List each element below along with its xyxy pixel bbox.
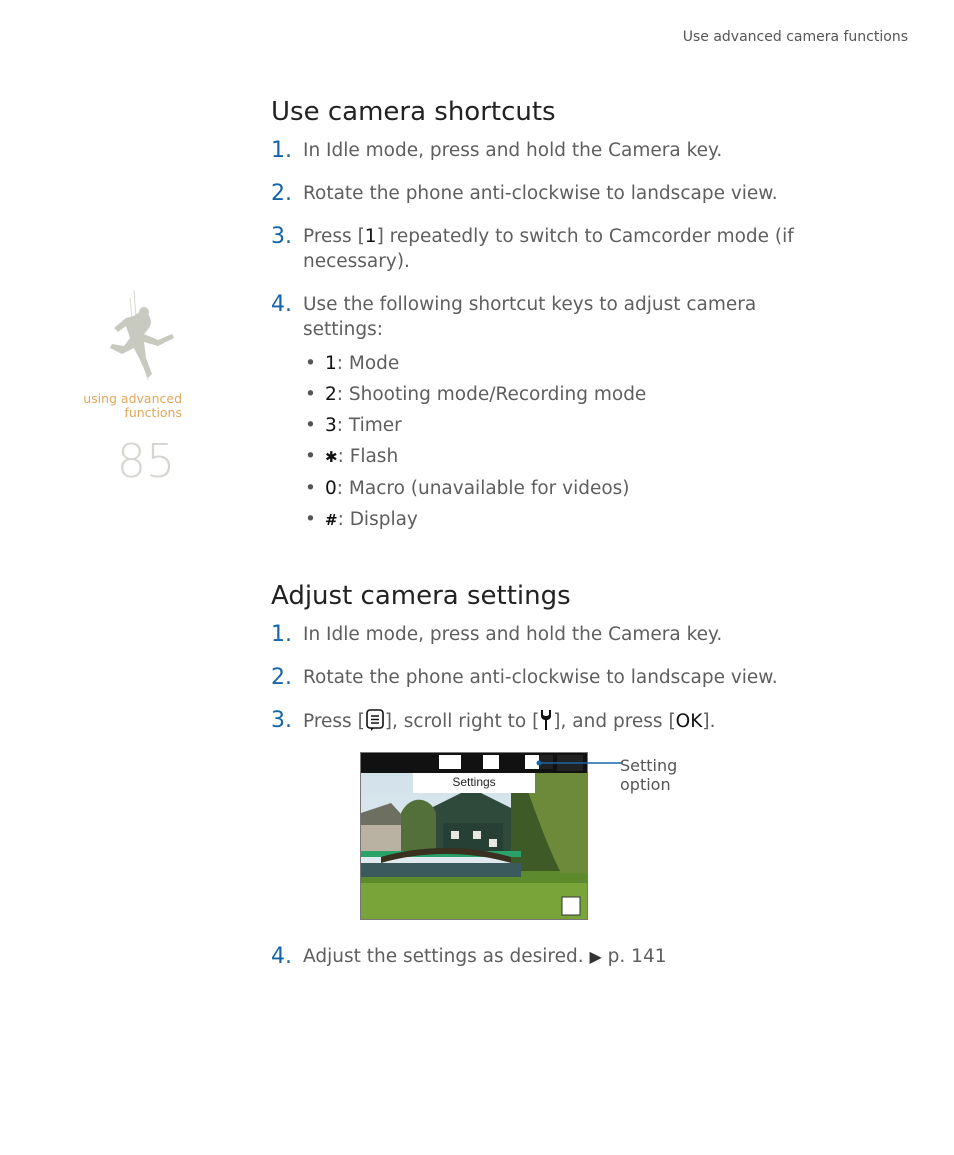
step-3 [271,224,831,274]
step-number: 1. [271,138,292,163]
step-text: ], and press [ [553,711,676,732]
wrench-icon [539,708,553,732]
step-number: 4. [271,292,292,317]
shortcut-label: : Mode [336,353,400,374]
step-4 [271,944,831,969]
leaping-figure-icon [100,288,180,384]
arrow-right-icon: ▶ [589,947,602,966]
step-number: 2. [271,181,292,206]
step-text: Press [ [303,226,365,247]
callout-line1: Setting [620,756,678,775]
shortcut-key: 1 [325,353,337,374]
list-item [303,441,831,473]
shortcut-list [303,348,831,536]
step-1 [271,622,831,647]
shortcut-key: 3 [325,415,337,436]
screen-title: Settings [413,773,535,793]
page-reference: p. 141 [607,946,667,967]
shortcut-key: 0 [325,478,337,499]
callout-line [536,760,622,766]
shortcut-label: : Macro (unavailable for videos) [336,478,630,499]
key-1: 1 [364,226,377,247]
shortcut-label: : Display [337,509,418,530]
shortcut-label: : Flash [337,446,399,467]
running-head: Use advanced camera functions [682,29,908,45]
section-label-line2: functions [124,405,182,420]
list-item [303,473,831,504]
camera-settings-figure [360,752,700,920]
sidebar [70,288,182,488]
menu-key-icon [365,708,385,732]
step-number: 2. [271,665,292,690]
step-1 [271,138,831,163]
list-item [303,348,831,379]
list-item [303,379,831,410]
main-content [271,96,831,987]
step-2 [271,181,831,206]
step-text: Use the following shortcut keys to adjust camera settings: [303,294,757,340]
section-label [70,392,182,420]
step-text: ] repeatedly to switch to Camcorder mode (if necessary). [303,226,794,272]
step-number: 4. [271,944,292,969]
ok-key: OK [675,711,703,732]
section-title-shortcuts: Use camera shortcuts [271,97,556,127]
step-3 [271,708,831,734]
section-label-line1: using advanced [83,391,182,406]
step-text: Adjust the settings as desired. [303,946,584,967]
step-text: ], scroll right to [ [384,711,540,732]
list-item [303,410,831,441]
callout-line2: option [620,775,671,794]
step-text: In Idle mode, press and hold the Camera key. [303,140,723,161]
step-text: Rotate the phone anti-clockwise to landscape view. [303,667,778,688]
step-number: 3. [271,708,292,733]
shortcut-label: : Shooting mode/Recording mode [336,384,647,405]
step-text: Press [ [303,711,365,732]
step-text: In Idle mode, press and hold the Camera key. [303,624,723,645]
section-adjust-settings [271,580,831,969]
shortcut-key: 2 [325,384,337,405]
step-text: ]. [702,711,716,732]
shortcut-label: : Timer [336,415,402,436]
hash-key-icon: # [325,511,338,529]
step-number: 3. [271,224,292,249]
step-4 [271,292,831,536]
step-2 [271,665,831,690]
page-number: 85 [116,434,176,488]
list-item [303,504,831,536]
section-title-adjust: Adjust camera settings [271,581,571,611]
camera-preview-screen [360,752,588,920]
step-text: Rotate the phone anti-clockwise to landscape view. [303,183,778,204]
setting-option-callout [620,756,677,794]
star-key-icon: ✱ [325,448,338,466]
step-number: 1. [271,622,292,647]
